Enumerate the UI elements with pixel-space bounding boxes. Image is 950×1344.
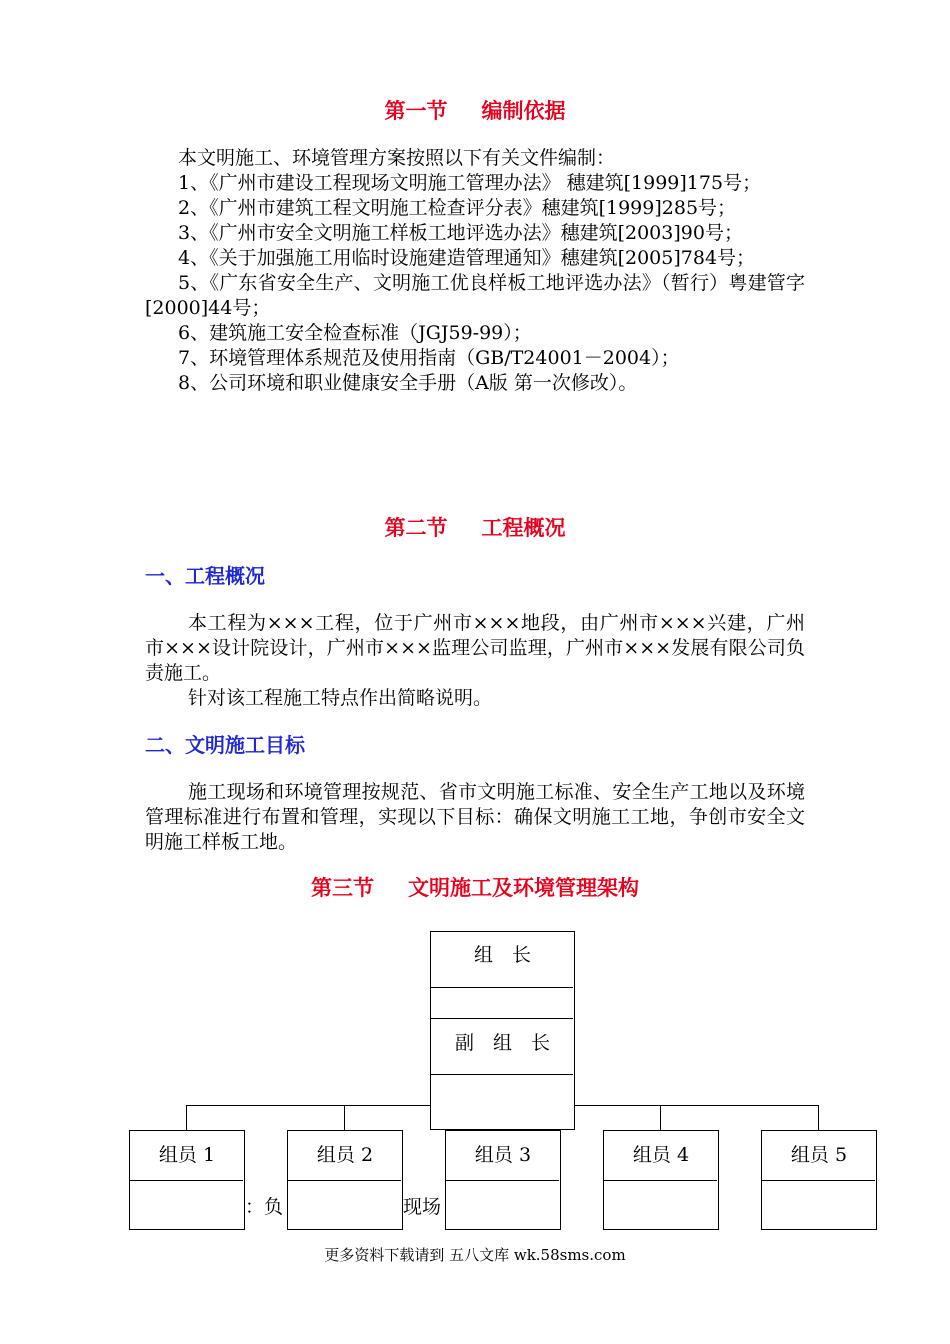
subsection1-title: 一、工程概况 xyxy=(145,564,265,588)
subsection2-body xyxy=(145,780,805,855)
org-connector-5 xyxy=(818,1105,819,1130)
section1-item-3: 3、《广州市安全文明施工样板工地评选办法》穗建筑[2003]90号； xyxy=(178,222,743,244)
org-connector-4 xyxy=(660,1105,661,1130)
org-member-box-2 xyxy=(287,1130,403,1230)
section1-body xyxy=(145,146,805,396)
subsection2-title: 二、文明施工目标 xyxy=(145,733,305,757)
org-text-fragment-2: 现场 xyxy=(403,1196,442,1218)
section2-title xyxy=(0,513,950,543)
org-member-divider-3 xyxy=(446,1180,559,1181)
org-member-label-3: 组员 3 xyxy=(474,1144,532,1166)
subsection1-para-2: 针对该工程施工特点作出简略说明。 xyxy=(188,687,493,709)
org-member-divider-1 xyxy=(130,1180,243,1181)
section1-item-8: 8、公司环境和职业健康安全手册（A版 第一次修改）。 xyxy=(178,372,638,394)
org-member-divider-2 xyxy=(288,1180,401,1181)
org-member-label-1: 组员 1 xyxy=(158,1144,216,1166)
section1-title-text: 编制依据 xyxy=(481,99,566,123)
org-member-box-3 xyxy=(445,1130,561,1230)
section2-title-num: 第二节 xyxy=(384,516,448,540)
org-leader-label: 组 长 xyxy=(473,944,531,966)
section1-item-1: 1、《广州市建设工程现场文明施工管理办法》 穗建筑[1999]175号； xyxy=(178,172,762,194)
subsection1-para-1: 本工程为×××工程，位于广州市×××地段，由广州市×××兴建，广州市×××设计院设计，广州市×××监理公司监理，广州市×××发展有限公司负责施工。 xyxy=(145,612,805,684)
section2-title-text: 工程概况 xyxy=(481,516,566,540)
org-member-box-5 xyxy=(761,1130,877,1230)
org-deputy-label: 副 组 长 xyxy=(454,1032,550,1054)
org-member-label-4: 组员 4 xyxy=(632,1144,690,1166)
org-leader-box xyxy=(430,931,575,1130)
section1-intro: 本文明施工、环境管理方案按照以下有关文件编制： xyxy=(178,147,616,169)
section1-item-5: 5、《广东省安全生产、文明施工优良样板工地评选办法》（暂行）粤建管字[2000]44号； xyxy=(145,272,805,319)
org-leader-divider-3 xyxy=(431,1074,573,1075)
org-member-divider-5 xyxy=(762,1180,875,1181)
org-member-label-5: 组员 5 xyxy=(790,1144,848,1166)
section1-title xyxy=(0,96,950,126)
section1-item-6: 6、建筑施工安全检查标准（JGJ59-99）； xyxy=(178,322,532,344)
section1-item-7: 7、环境管理体系规范及使用指南（GB/T24001－2004）； xyxy=(178,347,680,369)
section3-title-text: 文明施工及环境管理架构 xyxy=(408,876,639,900)
section3-title-num: 第三节 xyxy=(311,876,374,900)
org-connector-2 xyxy=(344,1105,345,1130)
org-member-divider-4 xyxy=(604,1180,717,1181)
org-connector-1 xyxy=(186,1105,187,1130)
org-member-box-4 xyxy=(603,1130,719,1230)
org-member-box-1 xyxy=(129,1130,245,1230)
section3-title xyxy=(0,873,950,903)
section1-item-4: 4、《关于加强施工用临时设施建造管理通知》穗建筑[2005]784号； xyxy=(178,247,756,269)
subsection2-para-1: 施工现场和环境管理按规范、省市文明施工标准、安全生产工地以及环境管理标准进行布置和管理，实现以下目标：确保文明施工工地，争创市安全文明施工样板工地。 xyxy=(145,781,805,853)
section1-title-num: 第一节 xyxy=(384,99,448,123)
subsection1-body xyxy=(145,611,805,711)
org-member-label-2: 组员 2 xyxy=(316,1144,374,1166)
org-text-fragment-1: ：负 xyxy=(245,1196,284,1218)
org-leader-divider-1 xyxy=(431,987,573,988)
org-leader-divider-2 xyxy=(431,1018,573,1019)
page-footer: 更多资料下载请到 五八文库 wk.58sms.com xyxy=(324,1246,626,1264)
section1-item-2: 2、《广州市建筑工程文明施工检查评分表》穗建筑[1999]285号； xyxy=(178,197,737,219)
